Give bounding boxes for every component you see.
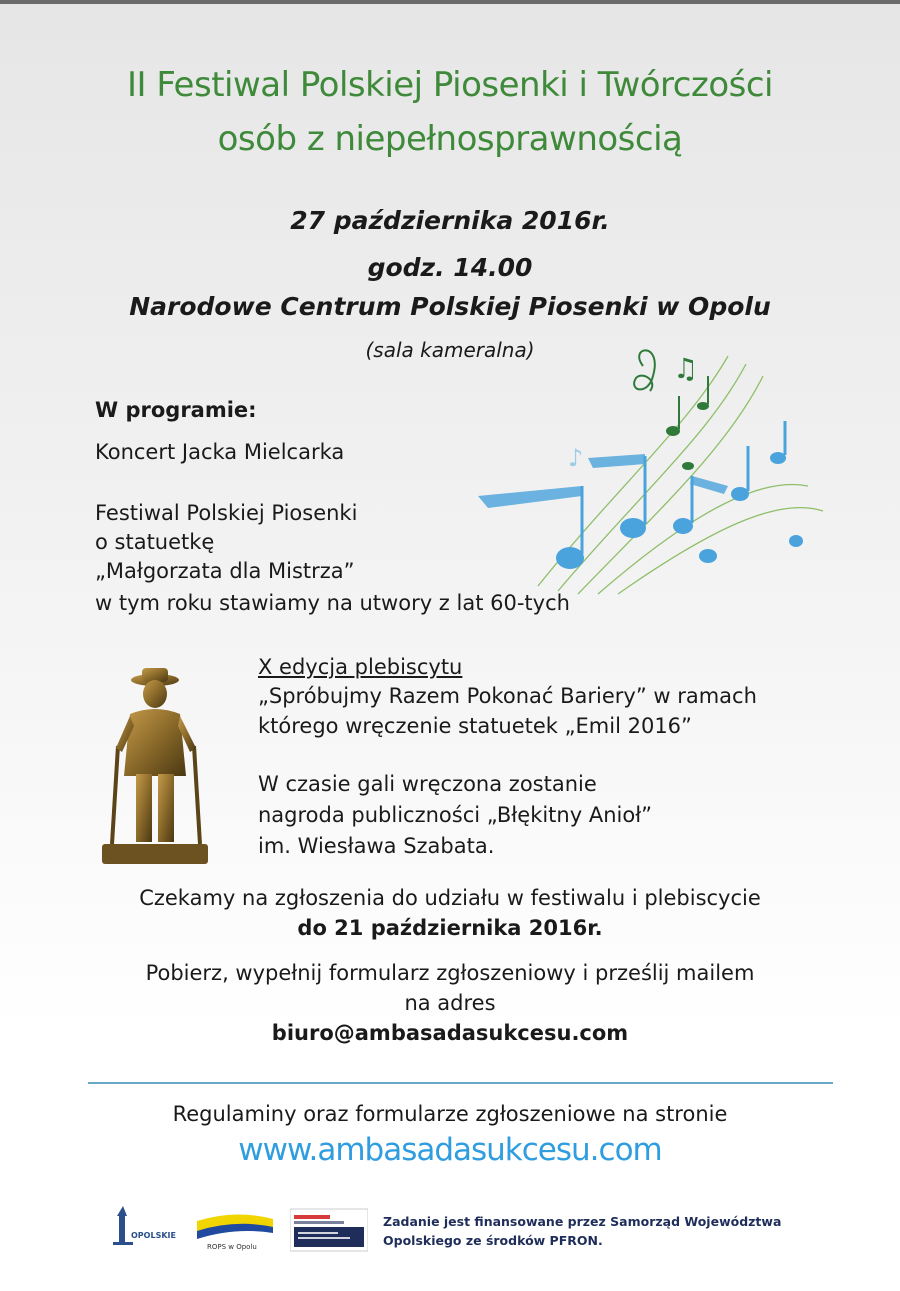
plebiscite-line: „Spróbujmy Razem Pokonać Bariery” w ramach <box>258 684 757 708</box>
contact-email-link[interactable]: biuro@ambasadasukcesu.com <box>271 1021 629 1045</box>
event-venue: Narodowe Centrum Polskiej Piosenki w Opolu <box>129 292 771 321</box>
download-instructions-line2: na adres <box>404 991 496 1015</box>
gala-line: W czasie gali wręczona zostanie <box>258 772 597 796</box>
gala-line: im. Wiesława Szabata. <box>258 834 495 858</box>
statue-figure-icon <box>100 666 212 866</box>
event-date: 27 października 2016r. <box>290 206 610 235</box>
pfron-logo <box>290 1207 368 1253</box>
rops-logo <box>193 1207 277 1253</box>
svg-text:♫: ♫ <box>673 352 699 385</box>
funding-note-line2: Opolskiego ze środków PFRON. <box>383 1233 603 1248</box>
opolskie-logo <box>105 1202 183 1252</box>
deadline: do 21 października 2016r. <box>297 916 603 940</box>
festival-line: „Małgorzata dla Mistrza” <box>95 559 355 583</box>
call-for-entries: Czekamy na zgłoszenia do udziału w festiwalu i plebiscycie <box>139 886 761 910</box>
festival-line: o statuetkę <box>95 530 215 554</box>
program-heading: W programie: <box>95 398 257 422</box>
gala-line: nagroda publiczności „Błękitny Anioł” <box>258 803 653 827</box>
divider <box>88 1082 833 1084</box>
festival-title-line2: osób z niepełnosprawnością <box>217 119 683 159</box>
plebiscite-title: X edycja plebiscytu <box>258 655 463 679</box>
regulations-text: Regulaminy oraz formularze zgłoszeniowe na stronie <box>172 1102 728 1126</box>
download-instructions-line1: Pobierz, wypełnij formularz zgłoszeniowy i prześlij mailem <box>145 961 755 985</box>
festival-title-line1: II Festiwal Polskiej Piosenki i Twórczości <box>127 65 773 105</box>
event-hall: (sala kameralna) <box>365 338 535 362</box>
festival-line: Festiwal Polskiej Piosenki <box>95 501 358 525</box>
plebiscite-line: którego wręczenie statuetek „Emil 2016” <box>258 714 692 738</box>
rops-logo-text: ROPS w Opolu <box>207 1243 257 1251</box>
svg-text:♪: ♪ <box>568 444 584 472</box>
website-link[interactable]: www.ambasadasukcesu.com <box>238 1132 662 1168</box>
music-notes-icon <box>478 336 833 596</box>
opolskie-logo-text: OPOLSKIE <box>131 1231 176 1240</box>
festival-line: w tym roku stawiamy na utwory z lat 60-tych <box>95 591 570 615</box>
event-time: godz. 14.00 <box>367 253 533 282</box>
funding-note-line1: Zadanie jest finansowane przez Samorząd Województwa <box>383 1214 782 1229</box>
program-concert: Koncert Jacka Mielcarka <box>95 440 345 464</box>
